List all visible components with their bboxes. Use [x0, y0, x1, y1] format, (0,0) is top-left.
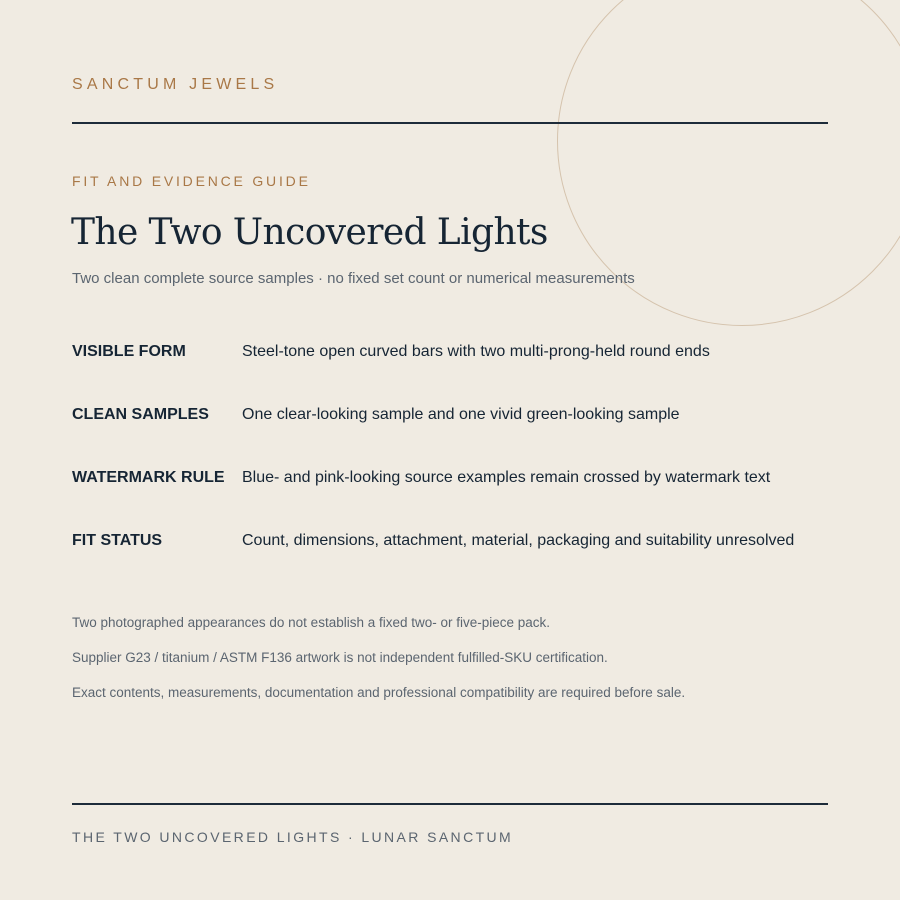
section-eyebrow: FIT AND EVIDENCE GUIDE: [72, 173, 311, 189]
page-title: The Two Uncovered Lights: [71, 212, 548, 253]
detail-label: VISIBLE FORM: [72, 343, 186, 360]
detail-row-fit-status: [72, 532, 852, 556]
detail-value: One clear-looking sample and one vivid green-looking sample: [242, 406, 680, 423]
detail-label: WATERMARK RULE: [72, 469, 225, 486]
detail-value: Steel-tone open curved bars with two multi-prong-held round ends: [242, 343, 710, 360]
detail-label: FIT STATUS: [72, 532, 163, 549]
detail-value: Count, dimensions, attachment, material, packaging and suitability unresolved: [242, 532, 795, 549]
detail-row-visible-form: [72, 343, 852, 367]
detail-value: Blue- and pink-looking source examples remain crossed by watermark text: [242, 469, 771, 486]
header-divider: [72, 122, 828, 124]
footer-text: THE TWO UNCOVERED LIGHTS · LUNAR SANCTUM: [72, 829, 514, 845]
brand-name: SANCTUM JEWELS: [72, 76, 279, 93]
page-subtitle: Two clean complete source samples · no fixed set count or numerical measurements: [72, 270, 635, 287]
note-requirements: Exact contents, measurements, documentation and professional compatibility are required before sale.: [72, 685, 686, 700]
detail-row-clean-samples: [72, 406, 852, 430]
footer-divider: [72, 803, 828, 805]
note-certification: Supplier G23 / titanium / ASTM F136 artwork is not independent fulfilled-SKU certification.: [72, 650, 608, 665]
detail-row-watermark-rule: [72, 469, 852, 493]
note-pack: Two photographed appearances do not establish a fixed two- or five-piece pack.: [72, 615, 551, 630]
detail-label: CLEAN SAMPLES: [72, 406, 209, 423]
